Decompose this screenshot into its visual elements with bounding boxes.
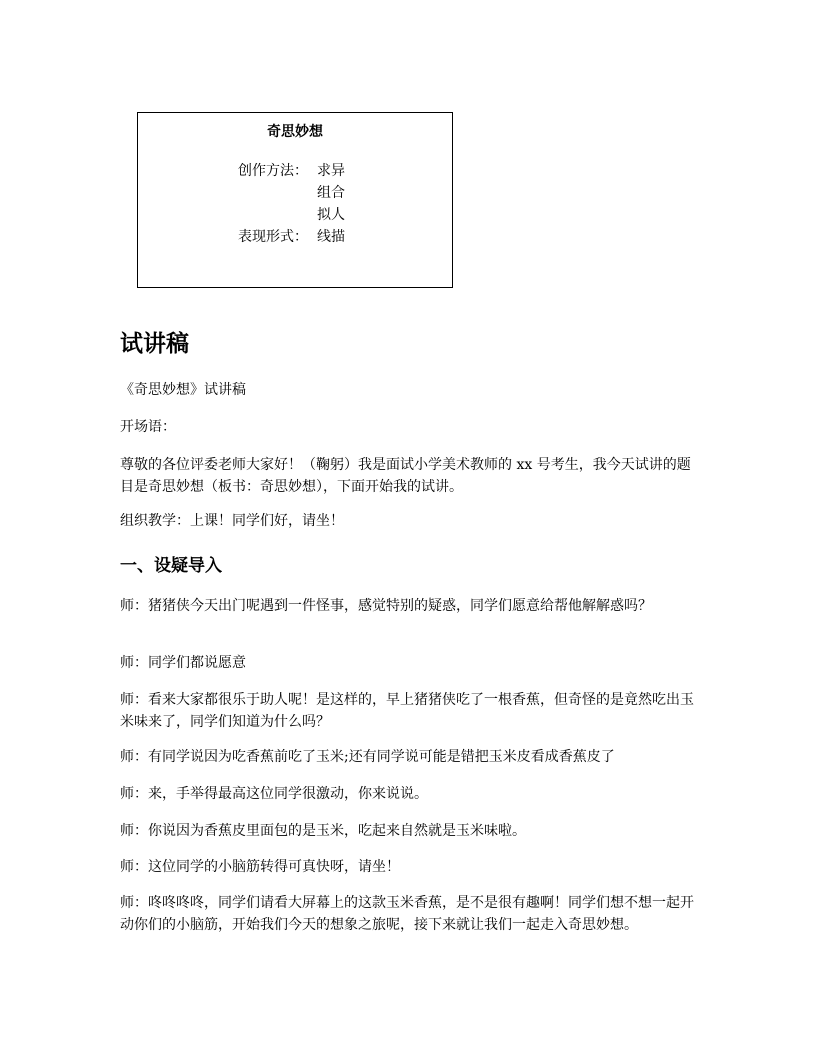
paragraph-dialogue: 师：看来大家都很乐于助人呢！是这样的，早上猪猪侠吃了一根香蕉，但奇怪的是竟然吃出玉米味来了，同学们知道为什么吗？ (120, 692, 694, 730)
board-row-label: 表现形式： (238, 229, 308, 245)
board-title: 奇思妙想 (267, 124, 323, 140)
paragraph-organize-class: 组织教学：上课！同学们好，请坐！ (120, 513, 344, 529)
board-row-value: 求异 (317, 163, 345, 179)
paragraph-dialogue: 师：来，手举得最高这位同学很激动，你来说说。 (120, 786, 428, 802)
board-row-label: 创作方法： (238, 163, 308, 179)
board-row (138, 227, 454, 247)
paragraph-opening-label: 开场语： (120, 419, 176, 435)
paragraph-dialogue: 师：你说因为香蕉皮里面包的是玉米，吃起来自然就是玉米味啦。 (120, 823, 526, 839)
document-title: 试讲稿 (120, 331, 189, 357)
blackboard-outline-box (137, 112, 453, 288)
board-row (138, 161, 454, 181)
board-row-value: 线描 (317, 229, 345, 245)
board-row-value: 拟人 (317, 207, 345, 223)
board-row (138, 205, 454, 225)
board-row (138, 183, 454, 203)
paragraph-lesson-title: 《奇思妙想》试讲稿 (120, 382, 246, 398)
paragraph-dialogue: 师：猪猪侠今天出门呢遇到一件怪事，感觉特别的疑惑，同学们愿意给帮他解解惑吗？ (120, 598, 652, 614)
paragraph-dialogue: 师：有同学说因为吃香蕉前吃了玉米;还有同学说可能是错把玉米皮看成香蕉皮了 (120, 749, 615, 765)
section-heading: 一、设疑导入 (120, 556, 222, 576)
paragraph-greeting: 尊敬的各位评委老师大家好！（鞠躬）我是面试小学美术教师的 xx 号考生，我今天试讲的题目是奇思妙想（板书：奇思妙想），下面开始我的试讲。 (120, 457, 691, 495)
board-row-value: 组合 (317, 185, 345, 201)
paragraph-dialogue: 师：这位同学的小脑筋转得可真快呀，请坐！ (120, 859, 400, 875)
paragraph-dialogue: 师：同学们都说愿意 (120, 655, 246, 671)
paragraph-dialogue: 师：咚咚咚咚，同学们请看大屏幕上的这款玉米香蕉，是不是很有趣啊！同学们想不想一起开动你们的小脑筋，开始我们今天的想象之旅呢，接下来就让我们一起走入奇思妙想。 (120, 895, 694, 933)
